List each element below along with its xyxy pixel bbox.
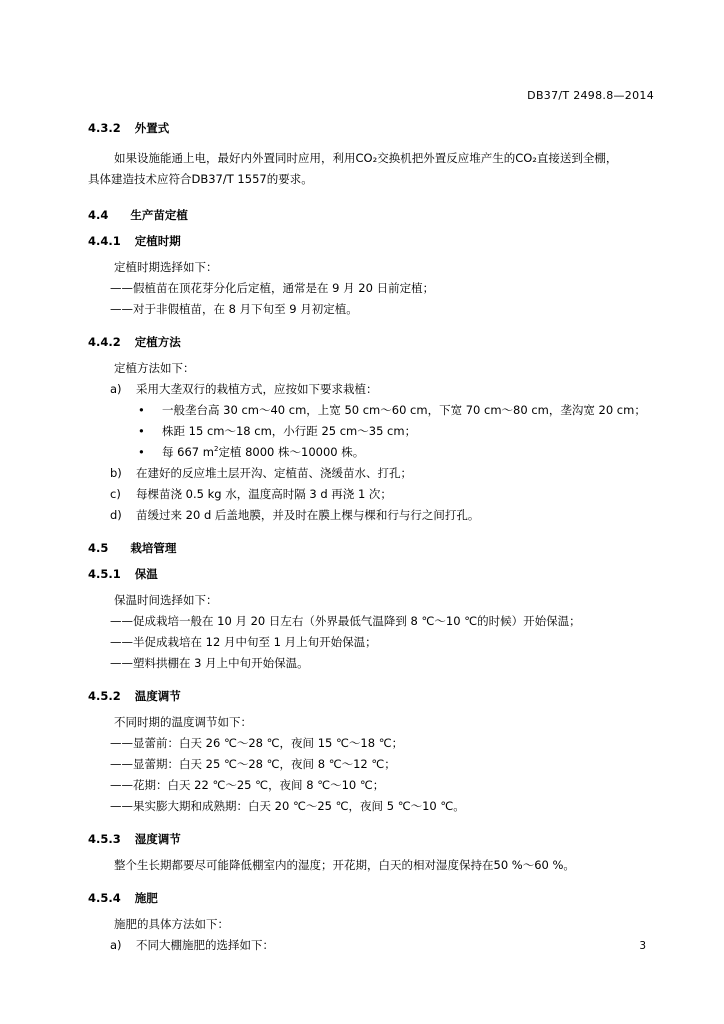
bullet-icon: • — [138, 424, 145, 438]
list-marker: c) — [110, 487, 121, 501]
superscript-2: 2 — [213, 445, 219, 454]
list-item-d — [88, 505, 662, 526]
bullet-text — [162, 442, 364, 463]
bullet-text: 一般垄台高 30 cm～40 cm，上宽 50 cm～60 cm，下宽 70 cm～80 cm，垄沟宽 20 cm； — [162, 403, 646, 417]
doc-code-header: DB37/T 2498.8—2014 — [527, 89, 654, 102]
bullet-icon: • — [138, 445, 145, 459]
paragraph-line: 如果设施能通上电，最好内外置同时应用，利用CO₂交换机把外置反应堆产生的CO₂直接送到全棚， — [114, 151, 618, 165]
dash-item: ——显蕾前：白天 26 ℃～28 ℃，夜间 15 ℃～18 ℃； — [110, 736, 404, 750]
intro-text: 施肥的具体方法如下： — [114, 917, 229, 931]
section-title: 生产苗定植 — [130, 208, 188, 222]
dash-item: ——半促成栽培在 12 月中旬至 1 月上旬开始保温； — [110, 635, 377, 649]
intro-text: 保温时间选择如下： — [114, 593, 218, 607]
section-number: 4.5.4 — [88, 891, 121, 905]
section-title: 外置式 — [134, 121, 170, 135]
section-number: 4.5 — [88, 541, 109, 555]
dash-item: ——显蕾期：白天 25 ℃～28 ℃，夜间 8 ℃～12 ℃； — [110, 757, 396, 771]
dash-item: ——花期：白天 22 ℃～25 ℃，夜间 8 ℃～10 ℃； — [110, 778, 385, 792]
section-heading-4-5-2 — [88, 688, 662, 704]
section-number: 4.4.2 — [88, 335, 121, 349]
page-number: 3 — [639, 940, 646, 952]
section-number: 4.5.1 — [88, 567, 121, 581]
section-heading-4-5-4 — [88, 890, 662, 906]
section-heading-4-5-3 — [88, 831, 662, 847]
bullet-item — [88, 442, 662, 463]
bullet-text-pre: 每 667 m — [162, 445, 214, 459]
paragraph-line: 具体建造技术应符合DB37/T 1557的要求。 — [88, 172, 313, 186]
section-number: 4.4 — [88, 208, 109, 222]
section-heading-4-5-1 — [88, 566, 662, 582]
section-heading-4-3-2 — [88, 120, 662, 136]
bullet-text: 株距 15 cm～18 cm，小行距 25 cm～35 cm； — [162, 424, 417, 438]
dash-item: ——塑料拱棚在 3 月上中旬开始保温。 — [110, 656, 309, 670]
section-title: 栽培管理 — [130, 541, 177, 555]
dash-item: ——对于非假植苗，在 8 月下旬至 9 月初定植。 — [110, 302, 358, 316]
section-title: 保温 — [134, 567, 158, 581]
section-heading-4-5 — [88, 540, 662, 556]
bullet-item — [88, 400, 662, 421]
list-marker: a) — [110, 938, 122, 952]
list-text: 在建好的反应堆土层开沟、定植苗、浇缓苗水、打孔； — [136, 466, 412, 480]
section-title: 湿度调节 — [134, 832, 181, 846]
paragraph-line: 整个生长期都要尽可能降低棚室内的湿度；开花期，白天的相对湿度保持在50 %～60 %。 — [114, 858, 575, 872]
dash-item: ——促成栽培一般在 10 月 20 日左右（外界最低气温降到 8 ℃～10 ℃的时候）开始保温； — [110, 614, 581, 628]
section-heading-4-4-2 — [88, 334, 662, 350]
dash-item: ——假植苗在顶花芽分化后定植，通常是在 9 月 20 日前定植； — [110, 281, 435, 295]
list-item-c — [88, 484, 662, 505]
section-number: 4.4.1 — [88, 234, 121, 248]
intro-text: 不同时期的温度调节如下： — [114, 715, 252, 729]
list-text: 苗缓过来 20 d 后盖地膜，并及时在膜上棵与棵和行与行之间打孔。 — [136, 508, 480, 522]
section-number: 4.5.2 — [88, 689, 121, 703]
list-item-a — [88, 935, 662, 956]
document-body — [88, 120, 662, 956]
intro-text: 定植时期选择如下： — [114, 260, 218, 274]
bullet-icon: • — [138, 403, 145, 417]
section-heading-4-4 — [88, 207, 662, 223]
intro-text: 定植方法如下： — [114, 361, 195, 375]
section-title: 定植时期 — [134, 234, 181, 248]
list-text: 采用大垄双行的栽植方式，应按如下要求栽植： — [136, 382, 378, 396]
section-heading-4-4-1 — [88, 233, 662, 249]
section-title: 定植方法 — [134, 335, 181, 349]
list-marker: b) — [110, 466, 122, 480]
dash-item: ——果实膨大期和成熟期：白天 20 ℃～25 ℃，夜间 5 ℃～10 ℃。 — [110, 799, 465, 813]
list-marker: d) — [110, 508, 122, 522]
list-item-a — [88, 379, 662, 400]
section-number: 4.3.2 — [88, 121, 121, 135]
bullet-item — [88, 421, 662, 442]
section-title: 温度调节 — [134, 689, 181, 703]
bullet-text-post: 定植 8000 株～10000 株。 — [218, 445, 365, 459]
section-title: 施肥 — [134, 891, 158, 905]
list-text: 不同大棚施肥的选择如下： — [136, 938, 274, 952]
list-marker: a) — [110, 382, 122, 396]
section-number: 4.5.3 — [88, 832, 121, 846]
list-text: 每棵苗浇 0.5 kg 水，温度高时隔 3 d 再浇 1 次； — [136, 487, 392, 501]
list-item-b — [88, 463, 662, 484]
